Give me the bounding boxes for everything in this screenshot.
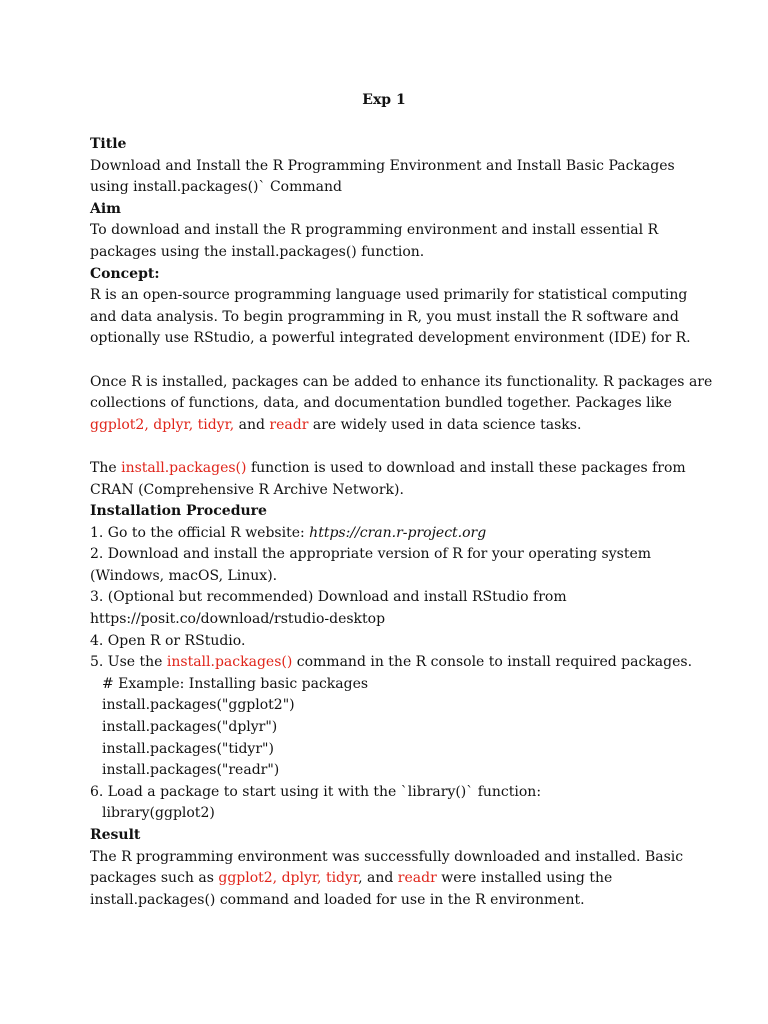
result-line-3: install.packages() command and loaded for use in the R environment. xyxy=(90,891,585,908)
title-text-line-2: using install.packages()` Command xyxy=(90,179,342,196)
install-packages-highlight: install.packages() xyxy=(121,459,247,476)
concept-para1-line-3: optionally use RStudio, a powerful integrated development environment (IDE) for R. xyxy=(90,330,691,347)
step-2-line-2: (Windows, macOS, Linux). xyxy=(90,567,278,584)
result-line-1: The R programming environment was successfully downloaded and installed. Basic xyxy=(90,848,684,865)
step-2-line-1: 2. Download and install the appropriate version of R for your operating system xyxy=(90,546,652,563)
concept-para2-line-2: collections of functions, data, and documentation bundled together. Packages like xyxy=(90,395,672,412)
installation-label: Installation Procedure xyxy=(90,503,267,520)
package-names-highlight: ggplot2, dplyr, tidyr, xyxy=(90,416,235,433)
concept-para2-line-3 xyxy=(90,415,680,437)
concept-para3-line-2: CRAN (Comprehensive R Archive Network). xyxy=(90,481,404,498)
package-names-highlight: ggplot2, dplyr, tidyr xyxy=(218,870,359,887)
code-line: install.packages("readr") xyxy=(102,762,280,779)
page-heading: Exp 1 xyxy=(362,92,406,108)
step-4: 4. Open R or RStudio. xyxy=(90,632,246,649)
result-line-2 xyxy=(90,868,680,890)
paragraph-gap xyxy=(90,350,680,372)
step-1 xyxy=(90,523,680,545)
and-text: , and xyxy=(358,870,398,887)
step-5-rest: command in the R console to install required packages. xyxy=(292,654,693,671)
install-packages-highlight: install.packages() xyxy=(166,654,293,671)
concept-para3-line-1-rest: function is used to download and install these packages from xyxy=(246,459,686,476)
step-1-text: 1. Go to the official R website: xyxy=(90,524,310,541)
result-line-2-text: packages such as xyxy=(90,870,219,887)
result-line-2-rest: were installed using the xyxy=(436,870,613,887)
title-label: Title xyxy=(90,136,127,152)
title-text-line-1: Download and Install the R Programming Environment and Install Basic Packages xyxy=(90,157,675,174)
readr-highlight: readr xyxy=(397,870,437,887)
step-3-line-2: https://posit.co/download/rstudio-desktop xyxy=(90,611,386,628)
the-text: The xyxy=(90,459,122,476)
cran-url: https://cran.r-project.org xyxy=(309,524,487,541)
concept-para2-line-3-rest: are widely used in data science tasks. xyxy=(308,416,582,433)
concept-para1-line-1: R is an open-source programming language used primarily for statistical computing xyxy=(90,287,688,304)
aim-text-line-1: To download and install the R programming environment and install essential R xyxy=(90,222,659,239)
aim-label: Aim xyxy=(90,200,121,217)
code-line: install.packages("tidyr") xyxy=(102,740,274,757)
concept-para2-line-1: Once R is installed, packages can be added to enhance its functionality. R packages are xyxy=(90,373,713,390)
document-body xyxy=(90,134,713,911)
code-line: install.packages("dplyr") xyxy=(102,719,278,736)
concept-label: Concept: xyxy=(90,265,160,282)
step-5 xyxy=(90,652,693,674)
concept-para1-line-2: and data analysis. To begin programming in R, you must install the R software and xyxy=(90,308,679,325)
step-3-line-1: 3. (Optional but recommended) Download and install RStudio from xyxy=(90,589,567,606)
step-6-code: library(ggplot2) xyxy=(102,805,215,822)
readr-highlight: readr xyxy=(269,416,309,433)
concept-para3-line-1 xyxy=(90,458,686,480)
code-line: install.packages("ggplot2") xyxy=(102,697,295,714)
step-5-text: 5. Use the xyxy=(90,654,167,671)
step-6: 6. Load a package to start using it with the `library()` function: xyxy=(90,783,542,800)
result-label: Result xyxy=(90,827,141,843)
aim-text-line-2: packages using the install.packages() function. xyxy=(90,243,425,260)
paragraph-gap xyxy=(90,436,680,458)
and-text: and xyxy=(234,416,270,433)
code-comment: # Example: Installing basic packages xyxy=(102,675,369,692)
